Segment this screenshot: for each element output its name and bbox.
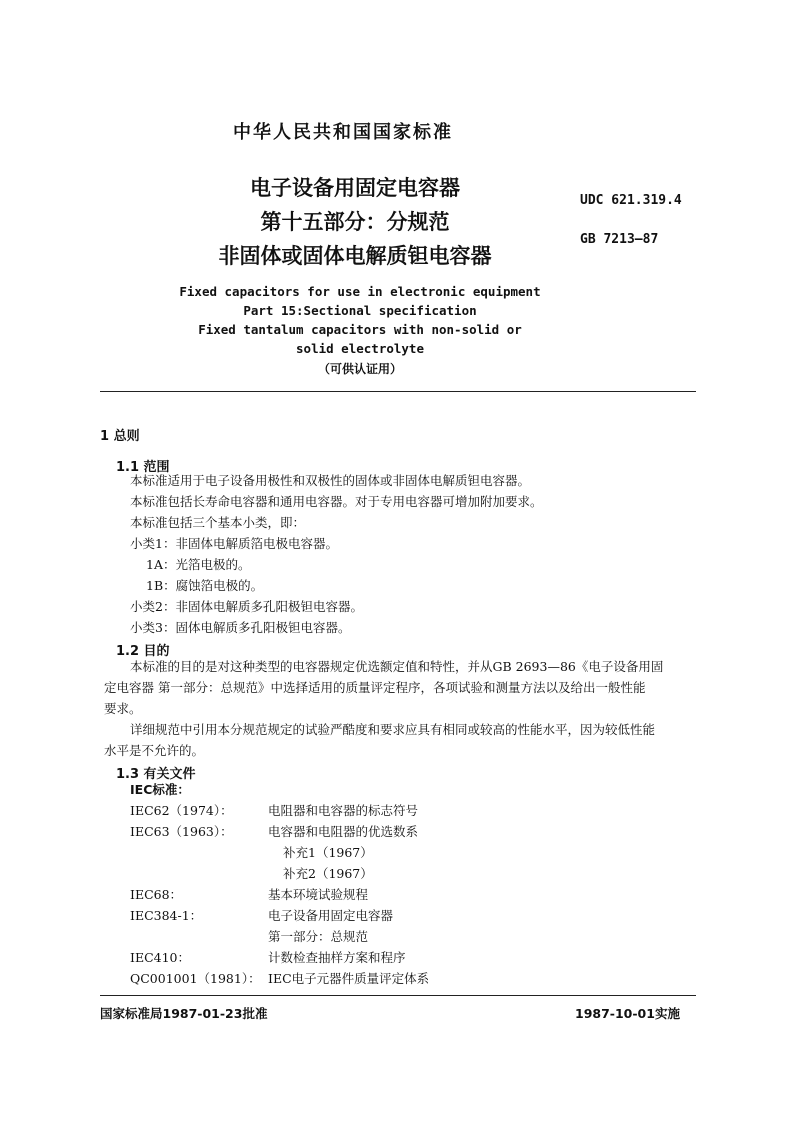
scope-paragraph-2: 本标准包括长寿命电容器和通用电容器。对于专用电容器可增加附加要求。	[130, 494, 543, 509]
purpose-paragraph-2-line1: 详细规范中引用本分规范规定的试验严酷度和要求应具有相同或较高的性能水平，因为较低性能	[130, 722, 656, 737]
reference-code: IEC410：	[130, 950, 190, 965]
reference-desc: 基本环境试验规程	[268, 887, 369, 902]
title-en-line1: Fixed capacitors for use in electronic equipment	[179, 284, 541, 299]
title-cn-line2: 第十五部分：分规范	[260, 210, 450, 234]
title-en-line3: Fixed tantalum capacitors with non-solid or	[198, 322, 522, 337]
purpose-paragraph-1-line1: 本标准的目的是对这种类型的电容器规定优选额定值和特性，并从GB 2693—86《电子设备用固	[130, 659, 664, 674]
reference-desc: 补充1（1967）	[283, 845, 373, 860]
reference-code: IEC384-1：	[130, 908, 203, 923]
subclass-1b: 1B：腐蚀箔电极的。	[146, 578, 264, 593]
section-1-3-title: 1.3 有关文件	[116, 767, 196, 782]
section-1-title: 1 总则	[100, 429, 140, 444]
title-en-line4: solid electrolyte	[296, 341, 424, 356]
section-1-1-title: 1.1 范围	[116, 460, 170, 475]
scope-paragraph-3: 本标准包括三个基本小类，即：	[130, 515, 306, 530]
reference-code: IEC62（1974）：	[130, 803, 233, 818]
purpose-paragraph-1-line2: 定电容器 第一部分：总规范》中选择适用的质量评定程序，各项试验和测量方法以及给出一般性能	[104, 680, 646, 695]
effective-date: 1987-10-01实施	[575, 1006, 680, 1021]
title-en-line2: Part 15:Sectional specification	[243, 303, 477, 318]
certification-note: （可供认证用）	[317, 362, 402, 376]
subclass-3: 小类3：固体电解质多孔阳极钽电容器。	[130, 620, 351, 635]
purpose-paragraph-1-line3: 要求。	[104, 701, 142, 716]
scope-paragraph-1: 本标准适用于电子设备用极性和双极性的固体或非固体电解质钽电容器。	[130, 473, 531, 488]
reference-desc: IEC电子元器件质量评定体系	[268, 971, 430, 986]
title-cn-line3: 非固体或固体电解质钽电容器	[218, 244, 492, 268]
reference-desc: 电阻器和电容器的标志符号	[268, 803, 419, 818]
reference-desc: 计数检查抽样方案和程序	[268, 950, 406, 965]
reference-code: IEC63（1963）：	[130, 824, 233, 839]
purpose-paragraph-2-line2: 水平是不允许的。	[104, 743, 205, 758]
reference-code: IEC68：	[130, 887, 183, 902]
header-divider	[100, 391, 696, 392]
title-cn-line1: 电子设备用固定电容器	[250, 176, 460, 200]
subclass-2: 小类2：非固体电解质多孔阳极钽电容器。	[130, 599, 363, 614]
footer-divider	[100, 995, 696, 996]
gb-code: GB 7213—87	[580, 232, 659, 247]
subclass-1a: 1A：光箔电极的。	[146, 557, 251, 572]
reference-desc: 电子设备用固定电容器	[268, 908, 394, 923]
reference-desc: 电容器和电阻器的优选数系	[268, 824, 419, 839]
approval-date: 国家标准局1987-01-23批准	[100, 1006, 268, 1021]
subclass-1: 小类1：非固体电解质箔电极电容器。	[130, 536, 338, 551]
reference-desc: 补充2（1967）	[283, 866, 373, 881]
udc-code: UDC 621.319.4	[580, 193, 682, 208]
reference-desc: 第一部分：总规范	[268, 929, 369, 944]
iec-standards-label: IEC标准：	[130, 782, 190, 797]
section-1-2-title: 1.2 目的	[116, 644, 170, 659]
reference-code: QC001001（1981）：	[130, 971, 261, 986]
national-standard-heading: 中华人民共和国国家标准	[233, 122, 453, 143]
